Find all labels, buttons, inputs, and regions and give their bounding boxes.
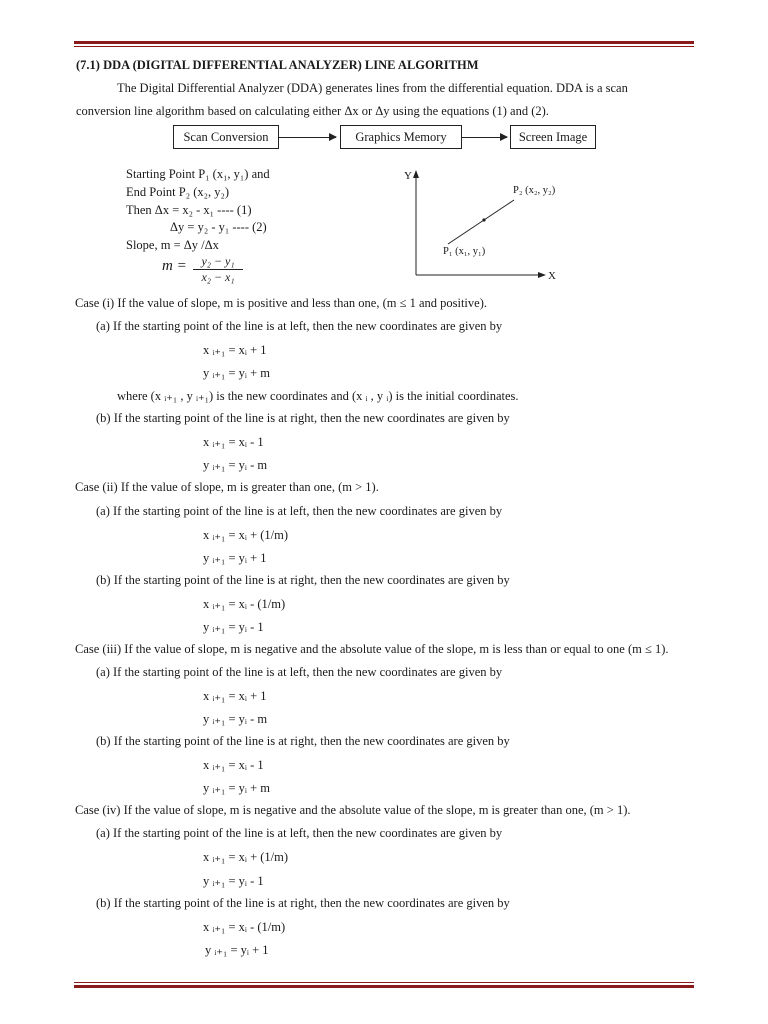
case-1-a-x-eq: x ᵢ₊₁ = xᵢ + 1	[203, 343, 267, 357]
case-2-right-text: (b) If the starting point of the line is at right, then the new coordinates are given by	[96, 573, 510, 587]
flow-arrow-2	[461, 137, 507, 138]
def-end-point: End Point P₂ (x₂, y₂)	[126, 185, 230, 199]
case-3-title: Case (iii) If the value of slope, m is negative and the absolute value of the slope, m is less than or equal to one (m ≤ 1).	[75, 642, 669, 656]
point-p1-label: P₁ (x₁, y₁)	[443, 246, 486, 257]
case-2-b-x-eq: x ᵢ₊₁ = xᵢ - (1/m)	[203, 597, 286, 611]
flow-box-screen-image: Screen Image	[510, 125, 596, 149]
case-1-b-x-eq: x ᵢ₊₁ = xᵢ - 1	[203, 435, 264, 449]
sample-line	[448, 200, 514, 244]
flow-arrow-1	[278, 137, 336, 138]
case-4-left-text: (a) If the starting point of the line is at left, then the new coordinates are given by	[96, 826, 503, 840]
case-2-a-x-eq: x ᵢ₊₁ = xᵢ + (1/m)	[203, 528, 289, 542]
case-1-a-y-eq: y ᵢ₊₁ = yᵢ + m	[203, 366, 270, 380]
def-start-point: Starting Point P₁ (x₁, y₁) and	[126, 167, 270, 181]
def-delta-y: Δy = y₂ - y₁ ---- (2)	[170, 220, 267, 234]
slope-m-label: m =	[162, 258, 187, 274]
flow-box-graphics-memory: Graphics Memory	[340, 125, 462, 149]
y-axis-label: Y	[404, 170, 412, 182]
case-2-a-y-eq: y ᵢ₊₁ = yᵢ + 1	[203, 551, 267, 565]
case-1-b-y-eq: y ᵢ₊₁ = yᵢ - m	[203, 458, 268, 472]
case-3-right-text: (b) If the starting point of the line is at right, then the new coordinates are given by	[96, 734, 510, 748]
case-1-title: Case (i) If the value of slope, m is positive and less than one, (m ≤ 1 and positive).	[75, 296, 487, 310]
case-2-b-y-eq: y ᵢ₊₁ = yᵢ - 1	[203, 620, 264, 634]
case-1-right-text: (b) If the starting point of the line is at right, then the new coordinates are given by	[96, 411, 510, 425]
x-axis-arrowhead	[538, 272, 546, 278]
case-4-a-x-eq: x ᵢ₊₁ = xᵢ + (1/m)	[203, 850, 289, 864]
case-2-title: Case (ii) If the value of slope, m is greater than one, (m > 1).	[75, 480, 379, 494]
case-4-a-y-eq: y ᵢ₊₁ = yᵢ - 1	[203, 874, 264, 888]
def-slope: Slope, m = Δy /Δx	[126, 238, 219, 252]
bottom-rule	[74, 982, 694, 988]
section-heading: (7.1) DDA (DIGITAL DIFFERENTIAL ANALYZER) LINE ALGORITHM	[76, 58, 479, 72]
case-3-b-y-eq: y ᵢ₊₁ = yᵢ + m	[203, 781, 270, 795]
flow-box-scan-conversion: Scan Conversion	[173, 125, 279, 149]
intro-line-1: The Digital Differential Analyzer (DDA) generates lines from the differential equation. DDA is a scan	[117, 81, 628, 95]
intro-line-2: conversion line algorithm based on calculating either Δx or Δy using the equations (1) and (2).	[76, 104, 549, 118]
case-4-title: Case (iv) If the value of slope, m is negative and the absolute value of the slope, m is greater than one, (m > 1).	[75, 803, 631, 817]
case-3-a-x-eq: x ᵢ₊₁ = xᵢ + 1	[203, 689, 267, 703]
case-4-right-text: (b) If the starting point of the line is at right, then the new coordinates are given by	[96, 896, 510, 910]
case-4-b-y-eq: y ᵢ₊₁ = yᵢ + 1	[205, 943, 269, 957]
x-axis-label: X	[548, 270, 556, 282]
case-2-left-text: (a) If the starting point of the line is at left, then the new coordinates are given by	[96, 504, 503, 518]
top-rule	[74, 41, 694, 47]
line-graph	[395, 165, 565, 285]
case-1-left-text: (a) If the starting point of the line is at left, then the new coordinates are given by	[96, 319, 503, 333]
case-3-b-x-eq: x ᵢ₊₁ = xᵢ - 1	[203, 758, 264, 772]
case-4-b-x-eq: x ᵢ₊₁ = xᵢ - (1/m)	[203, 920, 286, 934]
fraction-denominator: x₂ − x₁	[201, 270, 235, 284]
case-3-left-text: (a) If the starting point of the line is at left, then the new coordinates are given by	[96, 665, 503, 679]
line-midpoint	[482, 218, 485, 221]
def-delta-x: Then Δx = x₂ - x₁ ---- (1)	[126, 203, 252, 217]
where-line: where (x ᵢ₊₁ , y ᵢ₊₁) is the new coordinates and (x ᵢ , y ᵢ) is the initial coordinates.	[117, 389, 519, 403]
case-3-a-y-eq: y ᵢ₊₁ = yᵢ - m	[203, 712, 268, 726]
slope-fraction	[193, 254, 243, 285]
fraction-numerator: y₂ − y₁	[193, 254, 243, 270]
y-axis-arrowhead	[413, 170, 419, 178]
point-p2-label: P₂ (x₂, y₂)	[513, 185, 556, 196]
